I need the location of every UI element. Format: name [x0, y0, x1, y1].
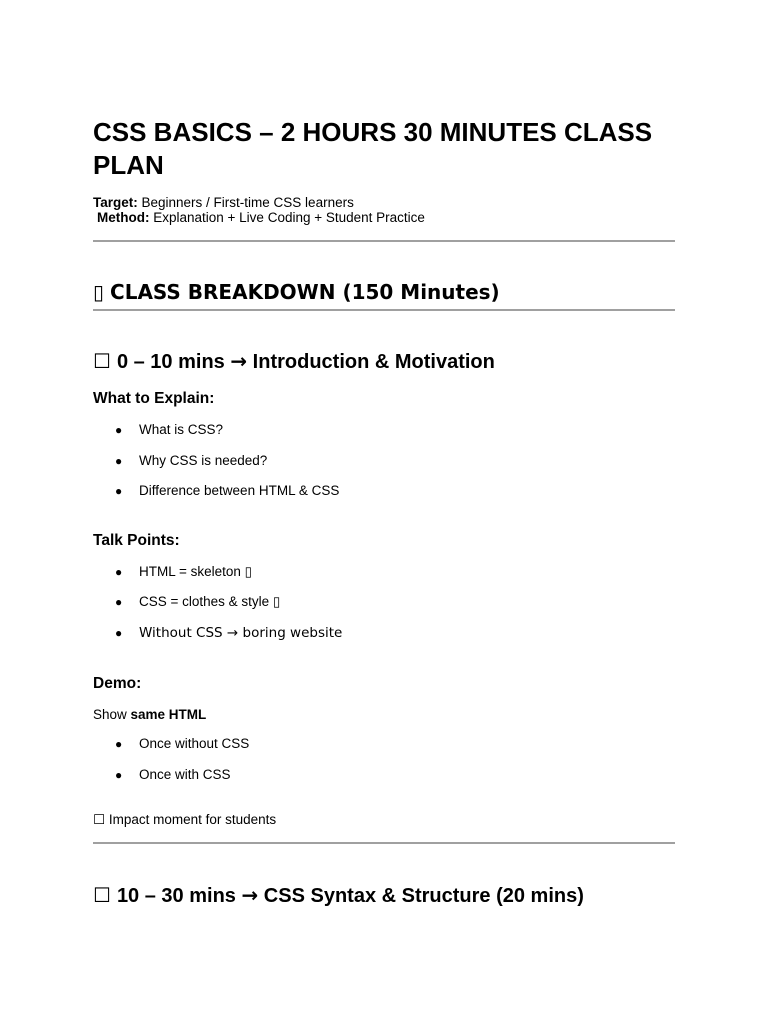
- document-title: CSS BASICS – 2 HOURS 30 MINUTES CLASS PLAN: [93, 117, 653, 180]
- method-value: Explanation + Live Coding + Student Practice: [149, 210, 425, 225]
- list-item: ● HTML = skeleton ▯: [115, 564, 253, 579]
- block1-time: 0 – 10 mins: [116, 351, 225, 373]
- demo-show-line: Show same HTML: [93, 707, 207, 722]
- bullet-icon: ●: [115, 595, 123, 609]
- block2-time: 10 – 30 mins: [116, 885, 236, 907]
- target-value: Beginners / First-time CSS learners: [137, 195, 354, 210]
- block2-title: CSS Syntax & Structure (20 mins): [263, 885, 584, 907]
- breakdown-title: CLASS BREAKDOWN (150 Minutes): [110, 280, 500, 304]
- breakdown-heading: [93, 279, 500, 305]
- arrow-right-icon: →: [230, 349, 248, 373]
- impact-line: ☐ Impact moment for students: [93, 812, 277, 828]
- list-item: ● Once without CSS: [115, 736, 250, 751]
- bullet-icon: ●: [115, 737, 123, 751]
- block1-heading: [93, 348, 495, 375]
- divider: [93, 309, 675, 311]
- list-item: ● Once with CSS: [115, 767, 231, 782]
- demo-heading: Demo:: [93, 675, 142, 692]
- list-item: ● CSS = clothes & style ▯: [115, 594, 281, 609]
- target-line: [93, 195, 354, 211]
- checkbox-icon: ☐: [93, 349, 111, 373]
- list-item: ● Why CSS is needed?: [115, 453, 268, 468]
- arrow-right-icon: →: [241, 883, 259, 907]
- talk-heading: Talk Points:: [93, 532, 180, 549]
- target-label: Target:: [93, 195, 138, 210]
- bullet-icon: ●: [115, 768, 123, 782]
- list-item: ● Difference between HTML & CSS: [115, 483, 340, 498]
- placeholder-box-icon: ▯: [93, 280, 105, 304]
- method-label: Method:: [97, 210, 150, 225]
- bullet-icon: ●: [115, 565, 123, 579]
- block1-title: Introduction & Motivation: [252, 351, 495, 373]
- bullet-icon: ●: [115, 454, 123, 468]
- method-line: [97, 210, 425, 226]
- explain-heading: What to Explain:: [93, 390, 215, 407]
- divider: [93, 842, 675, 844]
- bullet-icon: ●: [115, 423, 123, 437]
- checkbox-icon: ☐: [93, 883, 111, 907]
- block2-heading: [93, 882, 584, 909]
- bullet-icon: ●: [115, 626, 123, 640]
- checkbox-icon: ☐: [93, 812, 106, 828]
- list-item: ● Without CSS → boring website: [115, 625, 343, 641]
- divider: [93, 240, 675, 242]
- bullet-icon: ●: [115, 484, 123, 498]
- list-item: ● What is CSS?: [115, 422, 224, 437]
